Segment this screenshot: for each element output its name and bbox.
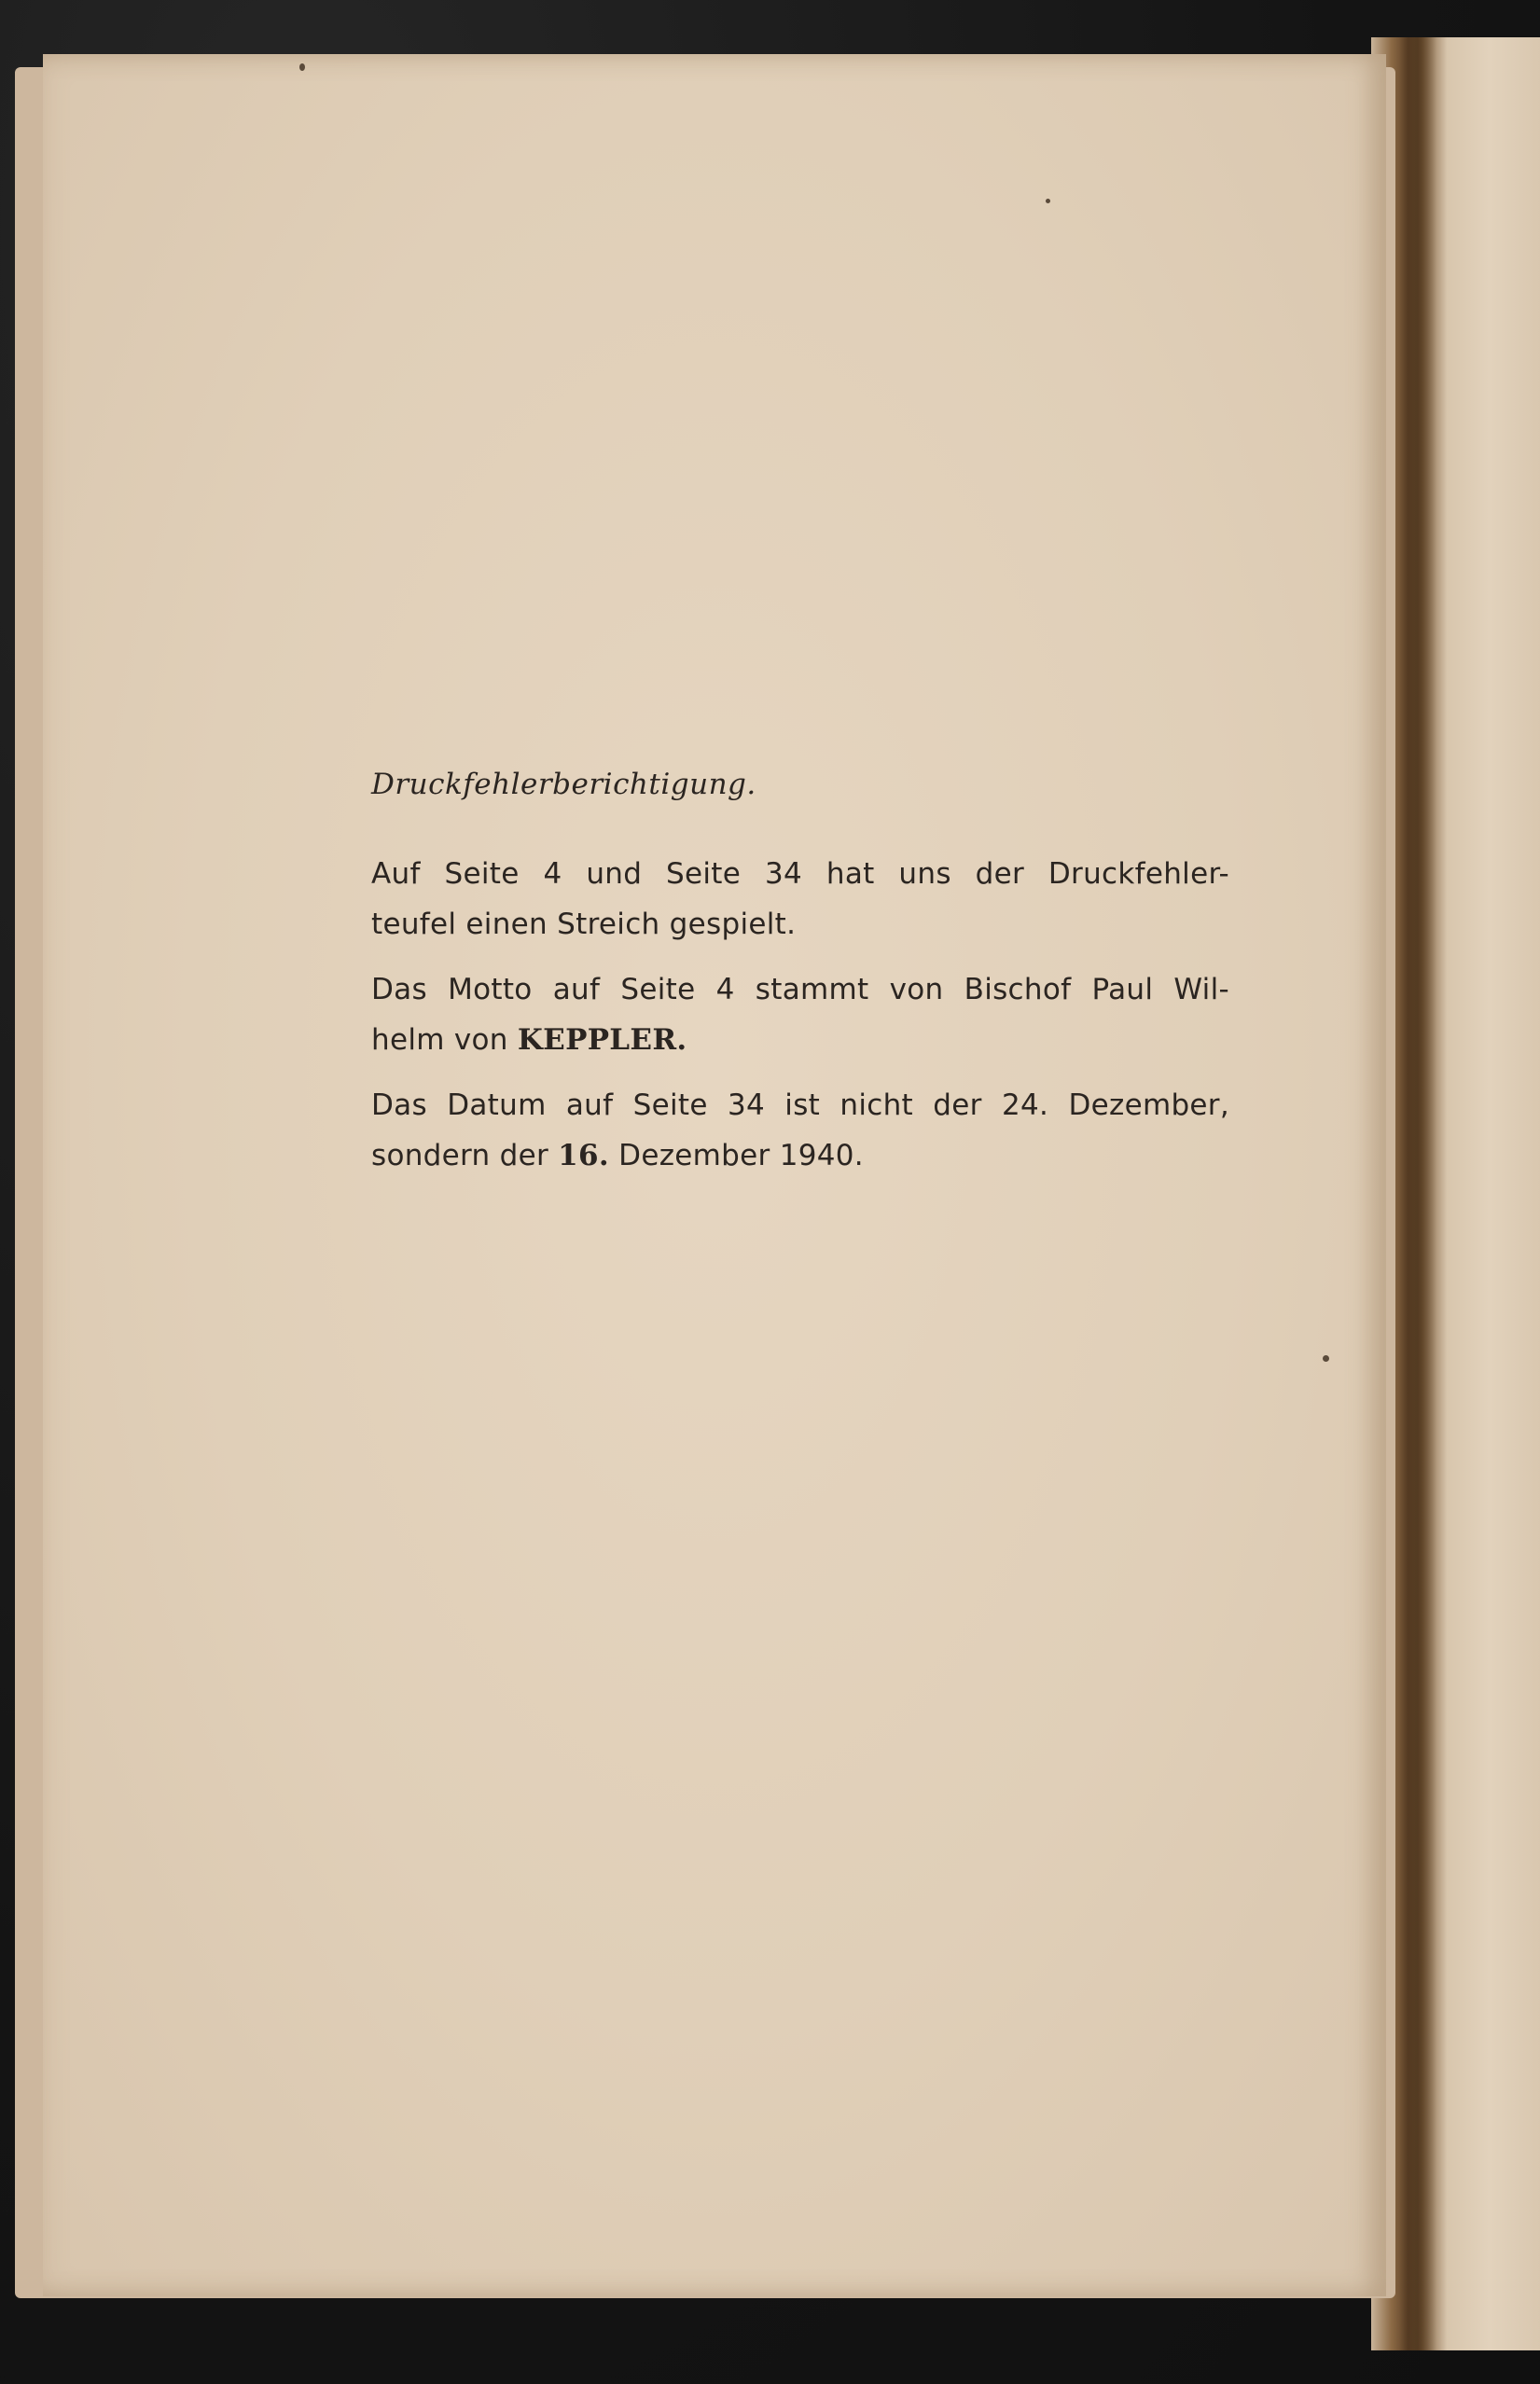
paragraph-line: Das Datum auf Seite 34 ist nicht der 24. Dezember, (371, 1088, 1229, 1123)
paragraph-line (371, 1015, 1229, 1065)
erratum-notice (371, 768, 1229, 1196)
paragraph-line: Das Motto auf Seite 4 stammt von Bischof Paul Wil- (371, 973, 1229, 1007)
book-page (43, 54, 1386, 2296)
author-name: KEPPLER. (517, 1023, 687, 1058)
paragraph-motto-correction (371, 964, 1229, 1065)
corrected-day: 16. (558, 1139, 610, 1173)
paragraph-date-correction (371, 1080, 1229, 1181)
notice-heading: Druckfehlerberichtigung. (371, 768, 756, 801)
paper-speck (1046, 199, 1050, 203)
paragraph-line: teufel einen Streich gespielt. (371, 908, 797, 942)
paragraph-line (371, 1130, 1229, 1181)
line-text: Dezember 1940. (609, 1139, 864, 1173)
paragraph-line: Auf Seite 4 und Seite 34 hat uns der Druckfehler- (371, 857, 1229, 892)
line-text: helm von (371, 1023, 518, 1058)
paragraph-page-reference (371, 849, 1229, 949)
binding-shadow (1399, 37, 1436, 2350)
paper-speck (1323, 1355, 1329, 1362)
paper-speck (299, 63, 305, 71)
line-text: sondern der (371, 1139, 559, 1173)
book-binding (1371, 37, 1540, 2350)
